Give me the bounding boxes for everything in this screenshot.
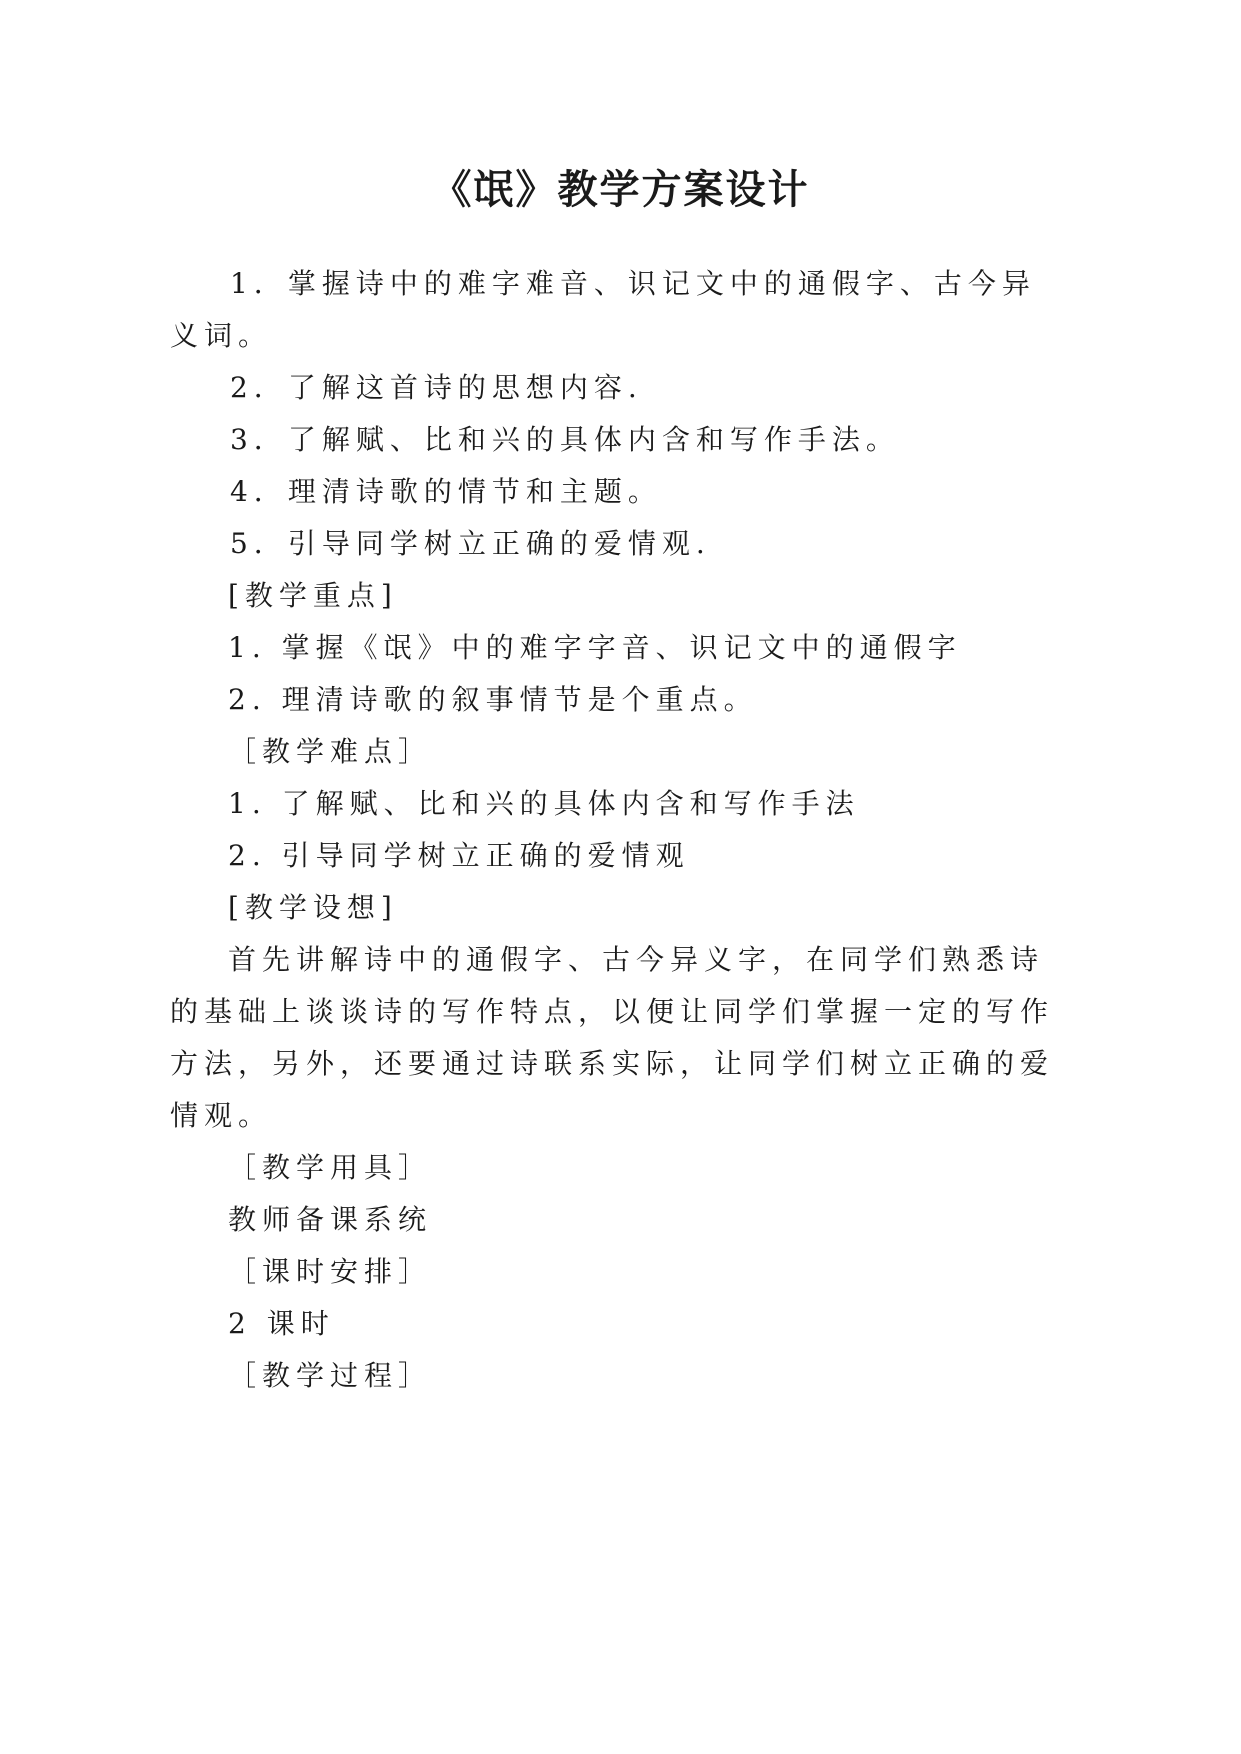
section-heading-difficulties: ［教学难点］ bbox=[228, 735, 433, 768]
section-heading-design: [教学设想] bbox=[228, 891, 398, 924]
section-heading-schedule: ［课时安排］ bbox=[228, 1255, 433, 1288]
design-paragraph-line-3: 方法，另外，还要通过诗联系实际，让同学们树立正确的爱 bbox=[170, 1047, 1055, 1080]
document-title: 《氓》教学方案设计 bbox=[431, 167, 810, 213]
key-point-2: 2. 理清诗歌的叙事情节是个重点。 bbox=[228, 683, 758, 716]
objective-line-2: 2．了解这首诗的思想内容. bbox=[230, 371, 643, 404]
schedule-text: 2 课时 bbox=[228, 1307, 335, 1340]
design-paragraph-line-2: 的基础上谈谈诗的写作特点，以便让同学们掌握一定的写作 bbox=[170, 995, 1055, 1028]
objective-line-3: 3．了解赋、比和兴的具体内含和写作手法。 bbox=[230, 423, 900, 456]
tools-text: 教师备课系统 bbox=[228, 1203, 433, 1236]
section-heading-key-points: [教学重点] bbox=[228, 579, 398, 612]
objective-line-1: 1．掌握诗中的难字难音、识记文中的通假字、古今异 bbox=[230, 267, 1036, 300]
difficulty-1: 1. 了解赋、比和兴的具体内含和写作手法 bbox=[228, 787, 860, 820]
section-heading-tools: ［教学用具］ bbox=[228, 1151, 433, 1184]
objective-line-4: 4．理清诗歌的情节和主题。 bbox=[230, 475, 662, 508]
section-heading-process: ［教学过程］ bbox=[228, 1359, 433, 1392]
difficulty-2: 2. 引导同学树立正确的爱情观 bbox=[228, 839, 690, 872]
design-paragraph-line-4: 情观。 bbox=[170, 1099, 273, 1132]
key-point-1: 1. 掌握《氓》中的难字字音、识记文中的通假字 bbox=[228, 631, 962, 664]
objective-line-1-cont: 义词。 bbox=[170, 319, 273, 352]
design-paragraph-line-1: 首先讲解诗中的通假字、古今异义字，在同学们熟悉诗 bbox=[228, 943, 1045, 976]
objective-line-5: 5．引导同学树立正确的爱情观. bbox=[230, 527, 711, 560]
